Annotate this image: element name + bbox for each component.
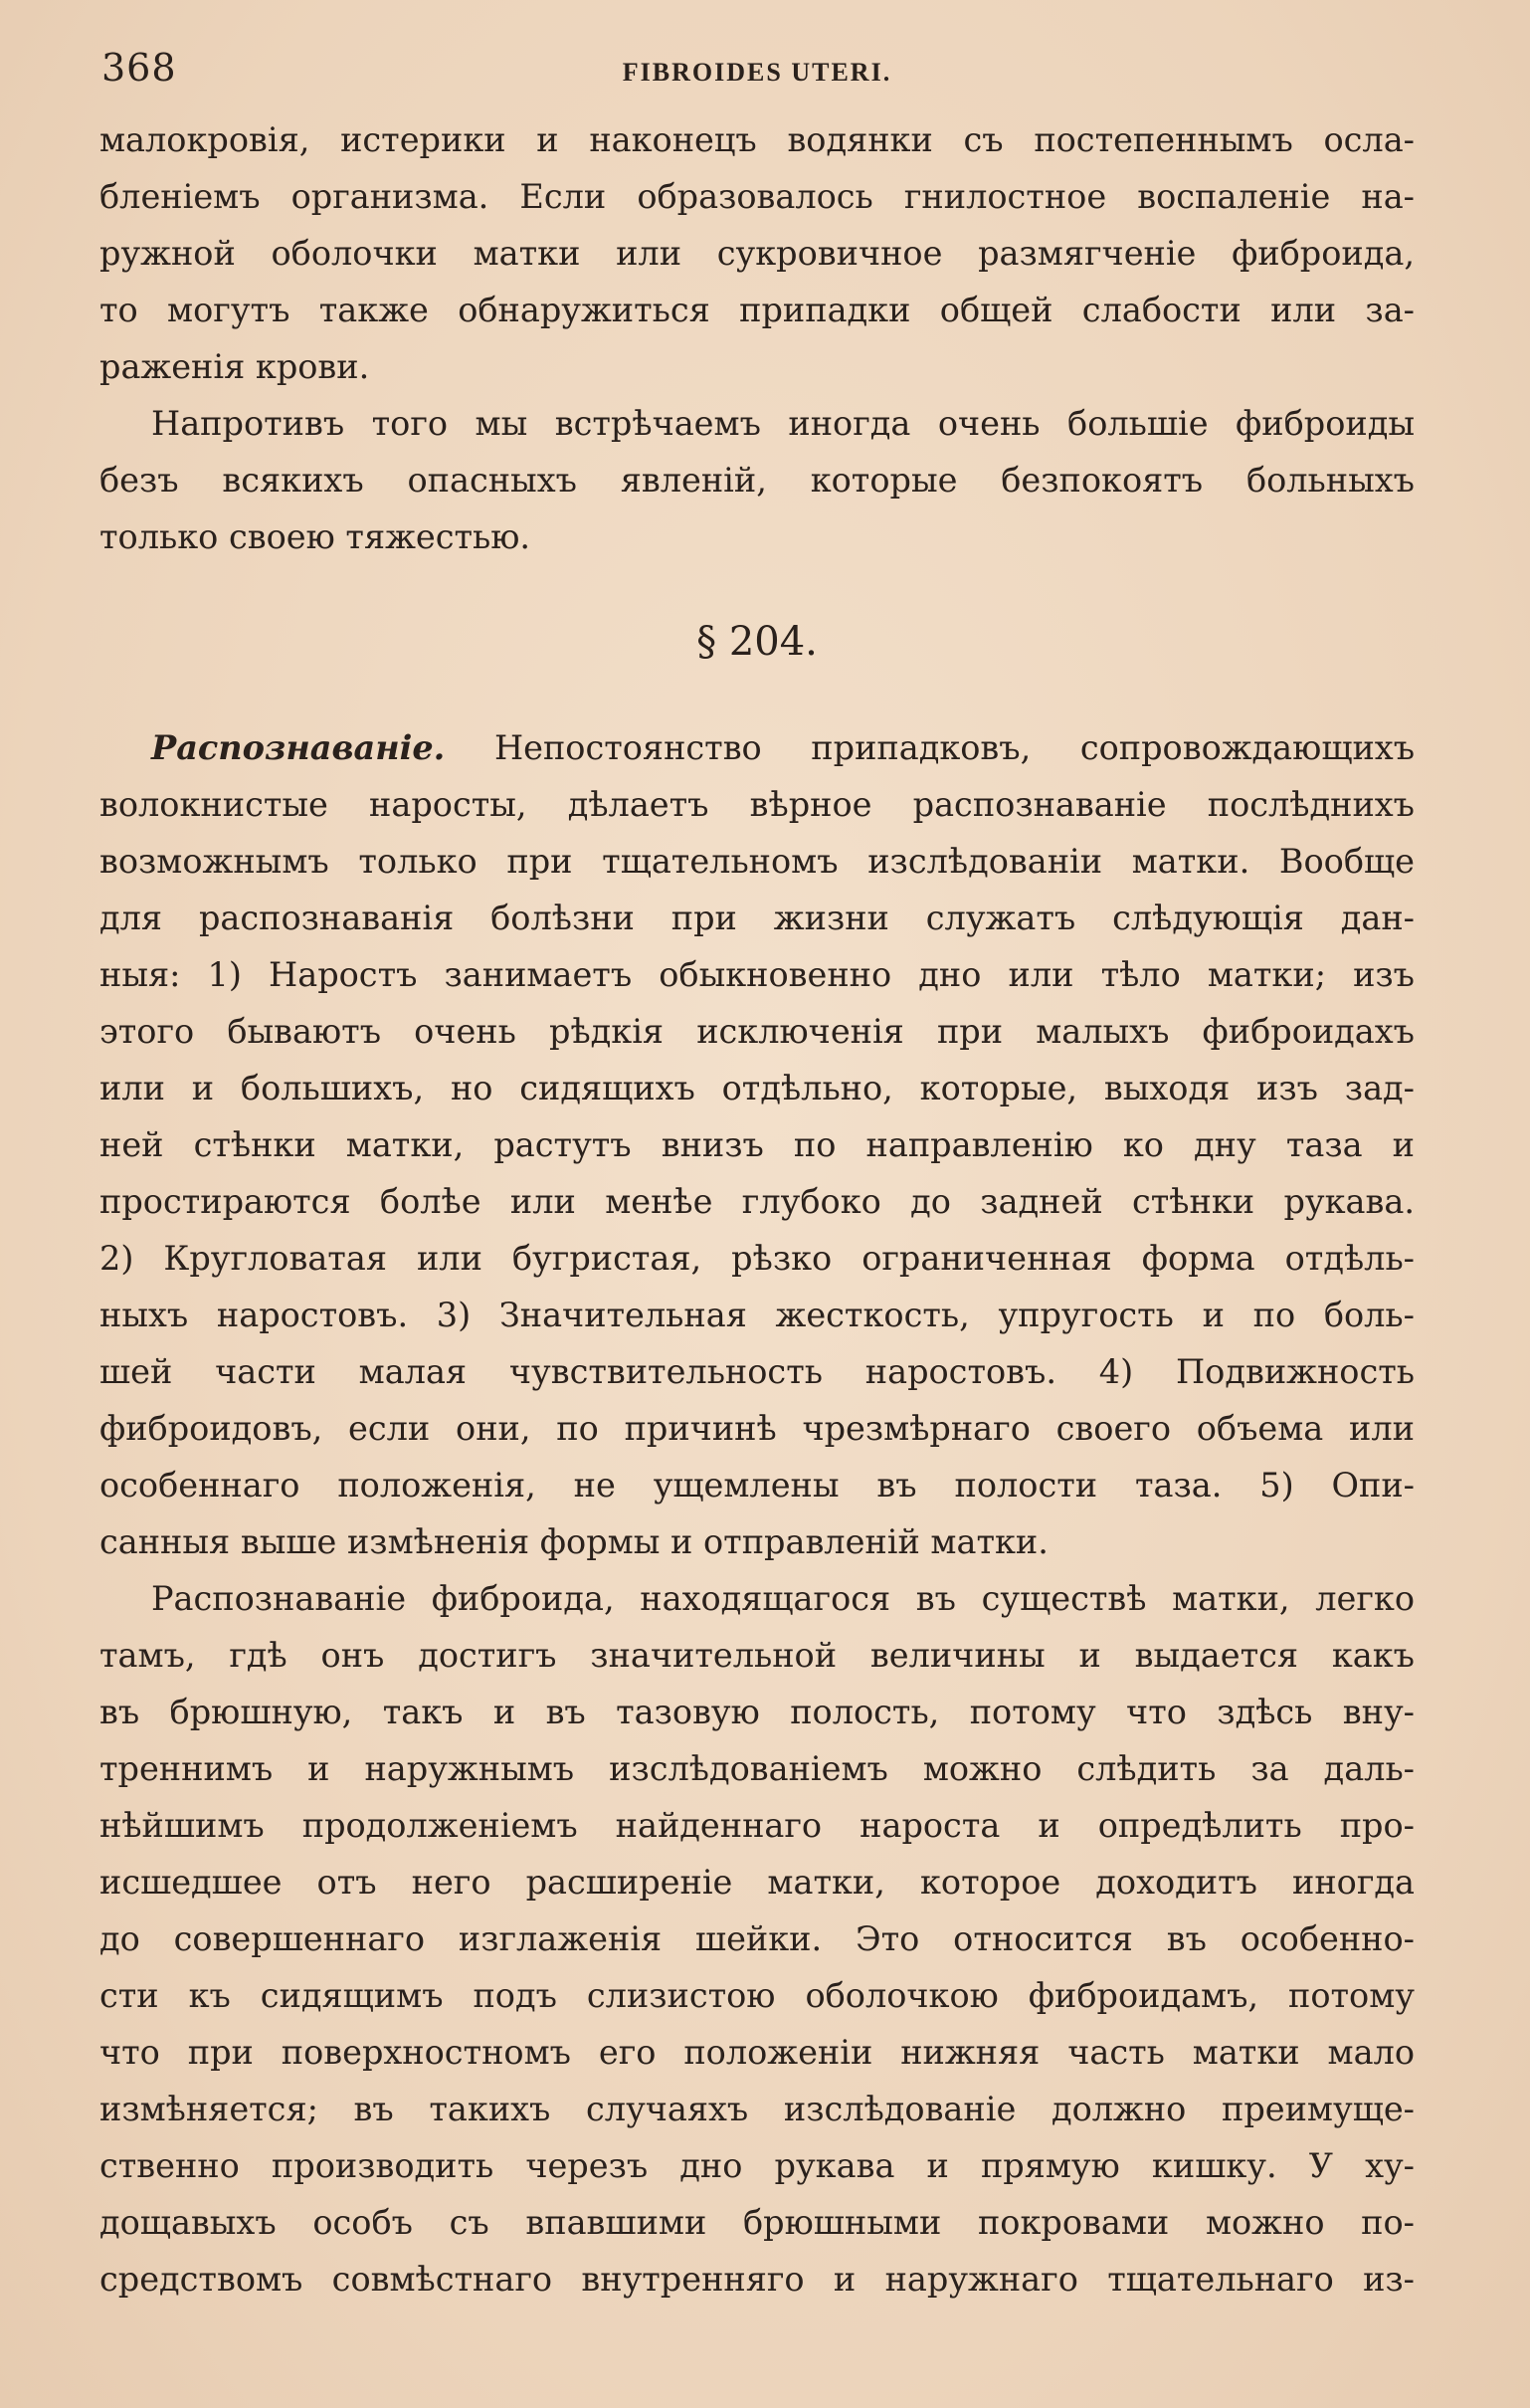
text-line: средствомъ совмѣстнаго внутренняго и наружнаго тщательнаго из- <box>99 2260 1415 2299</box>
paragraph-2 <box>99 395 1415 565</box>
text-line: исшедшее отъ него расширеніе матки, которое доходитъ иногда <box>99 1863 1415 1902</box>
run-in-heading: Распознаванiе. <box>151 728 446 767</box>
text-line: ныхъ наростовъ. 3) Значительная жесткость, упругость и по боль- <box>99 1296 1415 1334</box>
text-line: въ брюшную, такъ и въ тазовую полость, потому что здѣсь вну- <box>99 1693 1415 1731</box>
paragraph-4 <box>99 1570 1415 2308</box>
text-line: Распознаваніе фиброида, находящагося въ существѣ матки, легко <box>151 1579 1415 1618</box>
text-line: волокнистые наросты, дѣлаетъ вѣрное распознаваніе послѣднихъ <box>99 785 1415 824</box>
text-line: треннимъ и наружнымъ изслѣдованіемъ можно слѣдить за даль- <box>99 1749 1415 1788</box>
paragraph-1 <box>99 111 1415 395</box>
text-line: шей части малая чувствительность наростовъ. 4) Подвижность <box>99 1352 1415 1391</box>
text-line: нѣйшимъ продолженіемъ найденнаго нароста и опредѣлить про- <box>99 1806 1415 1845</box>
text-line: ственно производить черезъ дно рукава и прямую кишку. У ху- <box>99 2146 1415 2185</box>
paragraph-3 <box>99 719 1415 1570</box>
book-page <box>99 40 1415 2308</box>
text-line: или и большихъ, но сидящихъ отдѣльно, которые, выходя изъ зад- <box>99 1069 1415 1107</box>
text-line: ныя: 1) Наростъ занимаетъ обыкновенно дно или тѣло матки; изъ <box>99 955 1415 994</box>
text-line: дощавыхъ особъ съ впавшими брюшными покровами можно по- <box>99 2203 1415 2242</box>
text-line: сти къ сидящимъ подъ слизистою оболочкою фиброидамъ, потому <box>99 1976 1415 2015</box>
text-line <box>99 719 1415 776</box>
text-line: бленіемъ организма. Если образовалось гнилостное воспаленіе на- <box>99 177 1415 216</box>
text-line: санныя выше измѣненія формы и отправленій матки. <box>99 1522 1049 1561</box>
text-line: раженія крови. <box>99 347 370 386</box>
text-line: до совершеннаго изглаженія шейки. Это относится въ особенно- <box>99 1919 1415 1958</box>
text-line-rest: Непостоянство припадковъ, сопровождающихъ <box>493 728 1416 767</box>
text-line: фиброидовъ, если они, по причинѣ чрезмѣрнаго своего объема или <box>99 1409 1415 1448</box>
page-number: 368 <box>101 46 177 90</box>
text-line: 2) Кругловатая или бугристая, рѣзко ограниченная форма отдѣль- <box>99 1239 1415 1278</box>
text-line: тамъ, гдѣ онъ достигъ значительной величины и выдается какъ <box>99 1636 1415 1675</box>
text-line: что при поверхностномъ его положеніи нижняя часть матки мало <box>99 2033 1415 2072</box>
running-title: FIBROIDES UTERI. <box>622 58 892 87</box>
text-line: то могутъ также обнаружиться припадки общей слабости или за- <box>99 291 1415 329</box>
text-line: этого бываютъ очень рѣдкія исключенія при малыхъ фиброидахъ <box>99 1012 1415 1051</box>
text-line: для распознаванія болѣзни при жизни служатъ слѣдующія дан- <box>99 899 1415 937</box>
text-line: малокровія, истерики и наконецъ водянки съ постепеннымъ осла- <box>99 120 1415 159</box>
text-line: Напротивъ того мы встрѣчаемъ иногда очень большіе фиброиды <box>151 404 1415 443</box>
text-line: ружной оболочки матки или сукровичное размягченіе фиброида, <box>99 234 1415 273</box>
text-line: простираются болѣе или менѣе глубоко до задней стѣнки рукава. <box>99 1182 1415 1221</box>
text-line: измѣняется; въ такихъ случаяхъ изслѣдованіе должно преимуще- <box>99 2090 1415 2128</box>
page-header <box>99 40 1415 111</box>
text-line: особеннаго положенія, не ущемлены въ полости таза. 5) Опи- <box>99 1466 1415 1505</box>
text-line: только своею тяжестью. <box>99 517 531 556</box>
text-line: ней стѣнки матки, растутъ внизъ по направленію ко дну таза и <box>99 1125 1415 1164</box>
text-line: безъ всякихъ опасныхъ явленій, которые безпокоятъ больныхъ <box>99 461 1415 500</box>
section-heading: § 204. <box>696 619 818 665</box>
text-line: возможнымъ только при тщательномъ изслѣдованіи матки. Вообще <box>99 842 1415 881</box>
